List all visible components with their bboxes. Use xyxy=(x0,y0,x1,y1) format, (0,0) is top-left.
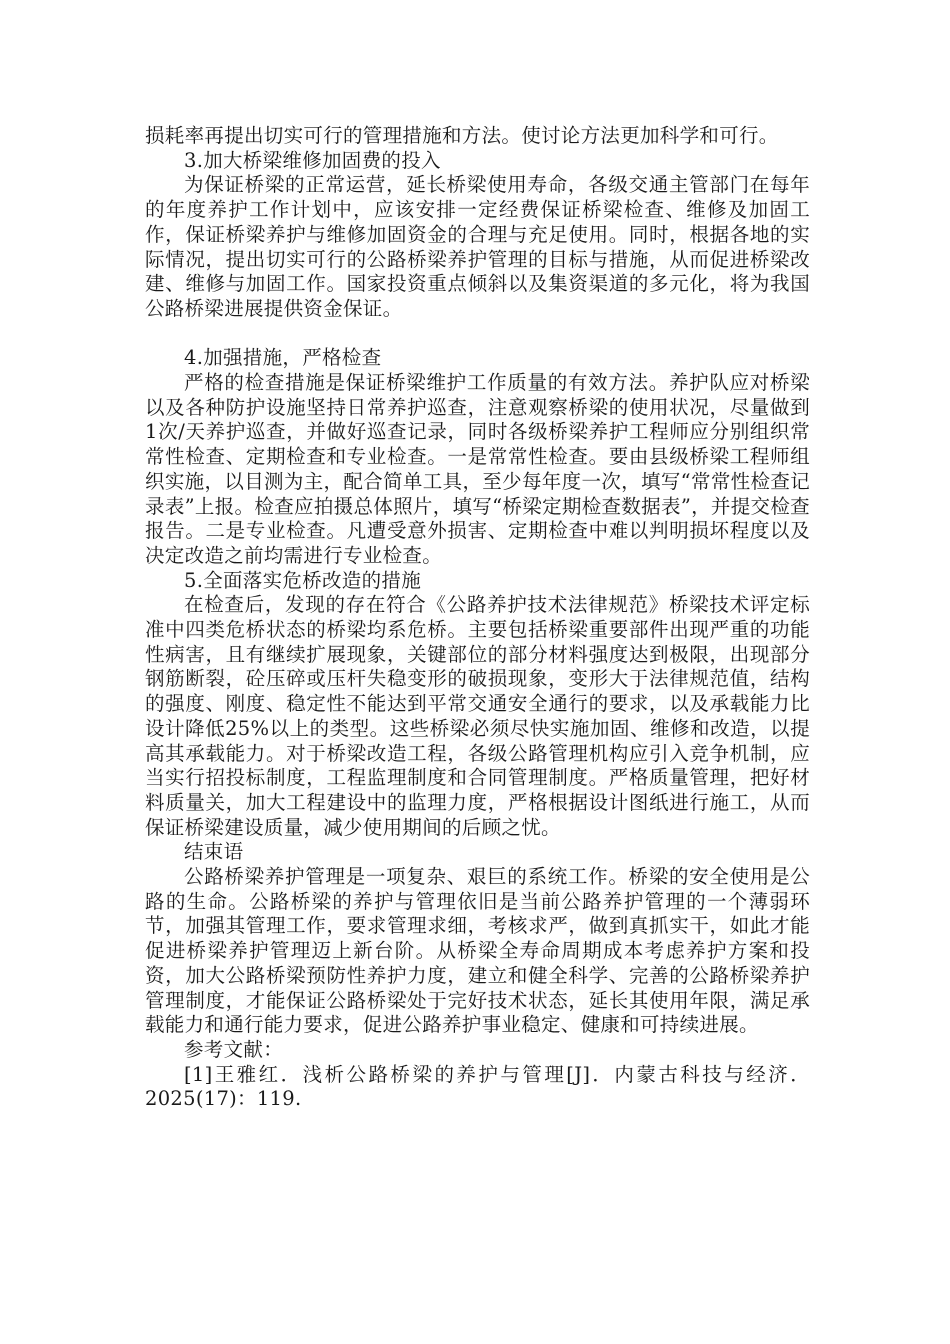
section-heading-3: 3.加大桥梁维修加固费的投入 xyxy=(184,148,441,172)
paragraph-dangerous-bridges: 在检查后，发现的存在符合《公路养护技术法律规范》桥梁技术评定标准中四类危桥状态的桥梁均系危桥。主要包括桥梁重要部件出现严重的功能性病害，且有继续扩展现象，关键部位的部分材料强度达到极限，出现部分钢筋断裂，砼压碎或压杆失稳变形的破损现象，变形大于法律规范值，结构的强度、刚度、稳定性不能达到平常交通安全通行的要求，以及承载能力比设计降低25%以上的类型。这些桥梁必须尽快实施加固、维修和改造，以提高其承载能力。对于桥梁改造工程，各级公路管理机构应引入竞争机制，应当实行招投标制度，工程监理制度和合同管理制度。严格质量管理，把好材料质量关，加大工程建设中的监理力度，严格根据设计图纸进行施工，从而保证桥梁建设质量，减少使用期间的后顾之忧。 xyxy=(145,593,810,839)
section-heading-5: 5.全面落实危桥改造的措施 xyxy=(184,568,422,592)
section-heading-4: 4.加强措施，严格检查 xyxy=(184,346,382,370)
paragraph-continued: 损耗率再提出切实可行的管理措施和方法。使讨论方法更加科学和可行。 xyxy=(145,124,779,147)
references-heading: 参考文献： xyxy=(184,1038,284,1061)
paragraph-funding: 为保证桥梁的正常运营，延长桥梁使用寿命，各级交通主管部门在每年的年度养护工作计划中，应该安排一定经费保证桥梁检查、维修及加固工作，保证桥梁养护与维修加固资金的合理与充足使用。同时，根据各地的实际情况，提出切实可行的公路桥梁养护管理的目标与措施，从而促进桥梁改建、维修与加固工作。国家投资重点倾斜以及集资渠道的多元化，将为我国公路桥梁进展提供资金保证。 xyxy=(145,173,810,320)
reference-item: [1]王雅红．浅析公路桥梁的养护与管理[J]．内蒙古科技与经济．2025(17)：119. xyxy=(145,1062,810,1111)
paragraph-spacer xyxy=(145,322,810,347)
document-body xyxy=(145,124,810,1112)
conclusion-heading: 结束语 xyxy=(184,840,244,864)
paragraph-inspection: 严格的检查措施是保证桥梁维护工作质量的有效方法。养护队应对桥梁以及各种防护设施坚持日常养护巡查，注意观察桥梁的使用状况，尽量做到1次/天养护巡查，并做好巡查记录，同时各级桥梁养护工程师应分别组织常常性检查、定期检查和专业检查。一是常常性检查。要由县级桥梁工程师组织实施，以目测为主，配合简单工具，至少每年度一次，填写“常常性检查记录表”上报。检查应拍摄总体照片，填写“桥梁定期检查数据表”，并提交检查报告。二是专业检查。凡遭受意外损害、定期检查中难以判明损坏程度以及决定改造之前均需进行专业检查。 xyxy=(145,371,810,567)
paragraph-conclusion: 公路桥梁养护管理是一项复杂、艰巨的系统工作。桥梁的安全使用是公路的生命。公路桥梁的养护与管理依旧是当前公路养护管理的一个薄弱环节，加强其管理工作，要求管理求细，考核求严，做到真抓实干，如此才能促进桥梁养护管理迈上新台阶。从桥梁全寿命周期成本考虑养护方案和投资，加大公路桥梁预防性养护力度，建立和健全科学、完善的公路桥梁养护管理制度，才能保证公路桥梁处于完好技术状态，延长其使用年限，满足承载能力和通行能力要求，促进公路养护事业稳定、健康和可持续进展。 xyxy=(145,865,810,1037)
